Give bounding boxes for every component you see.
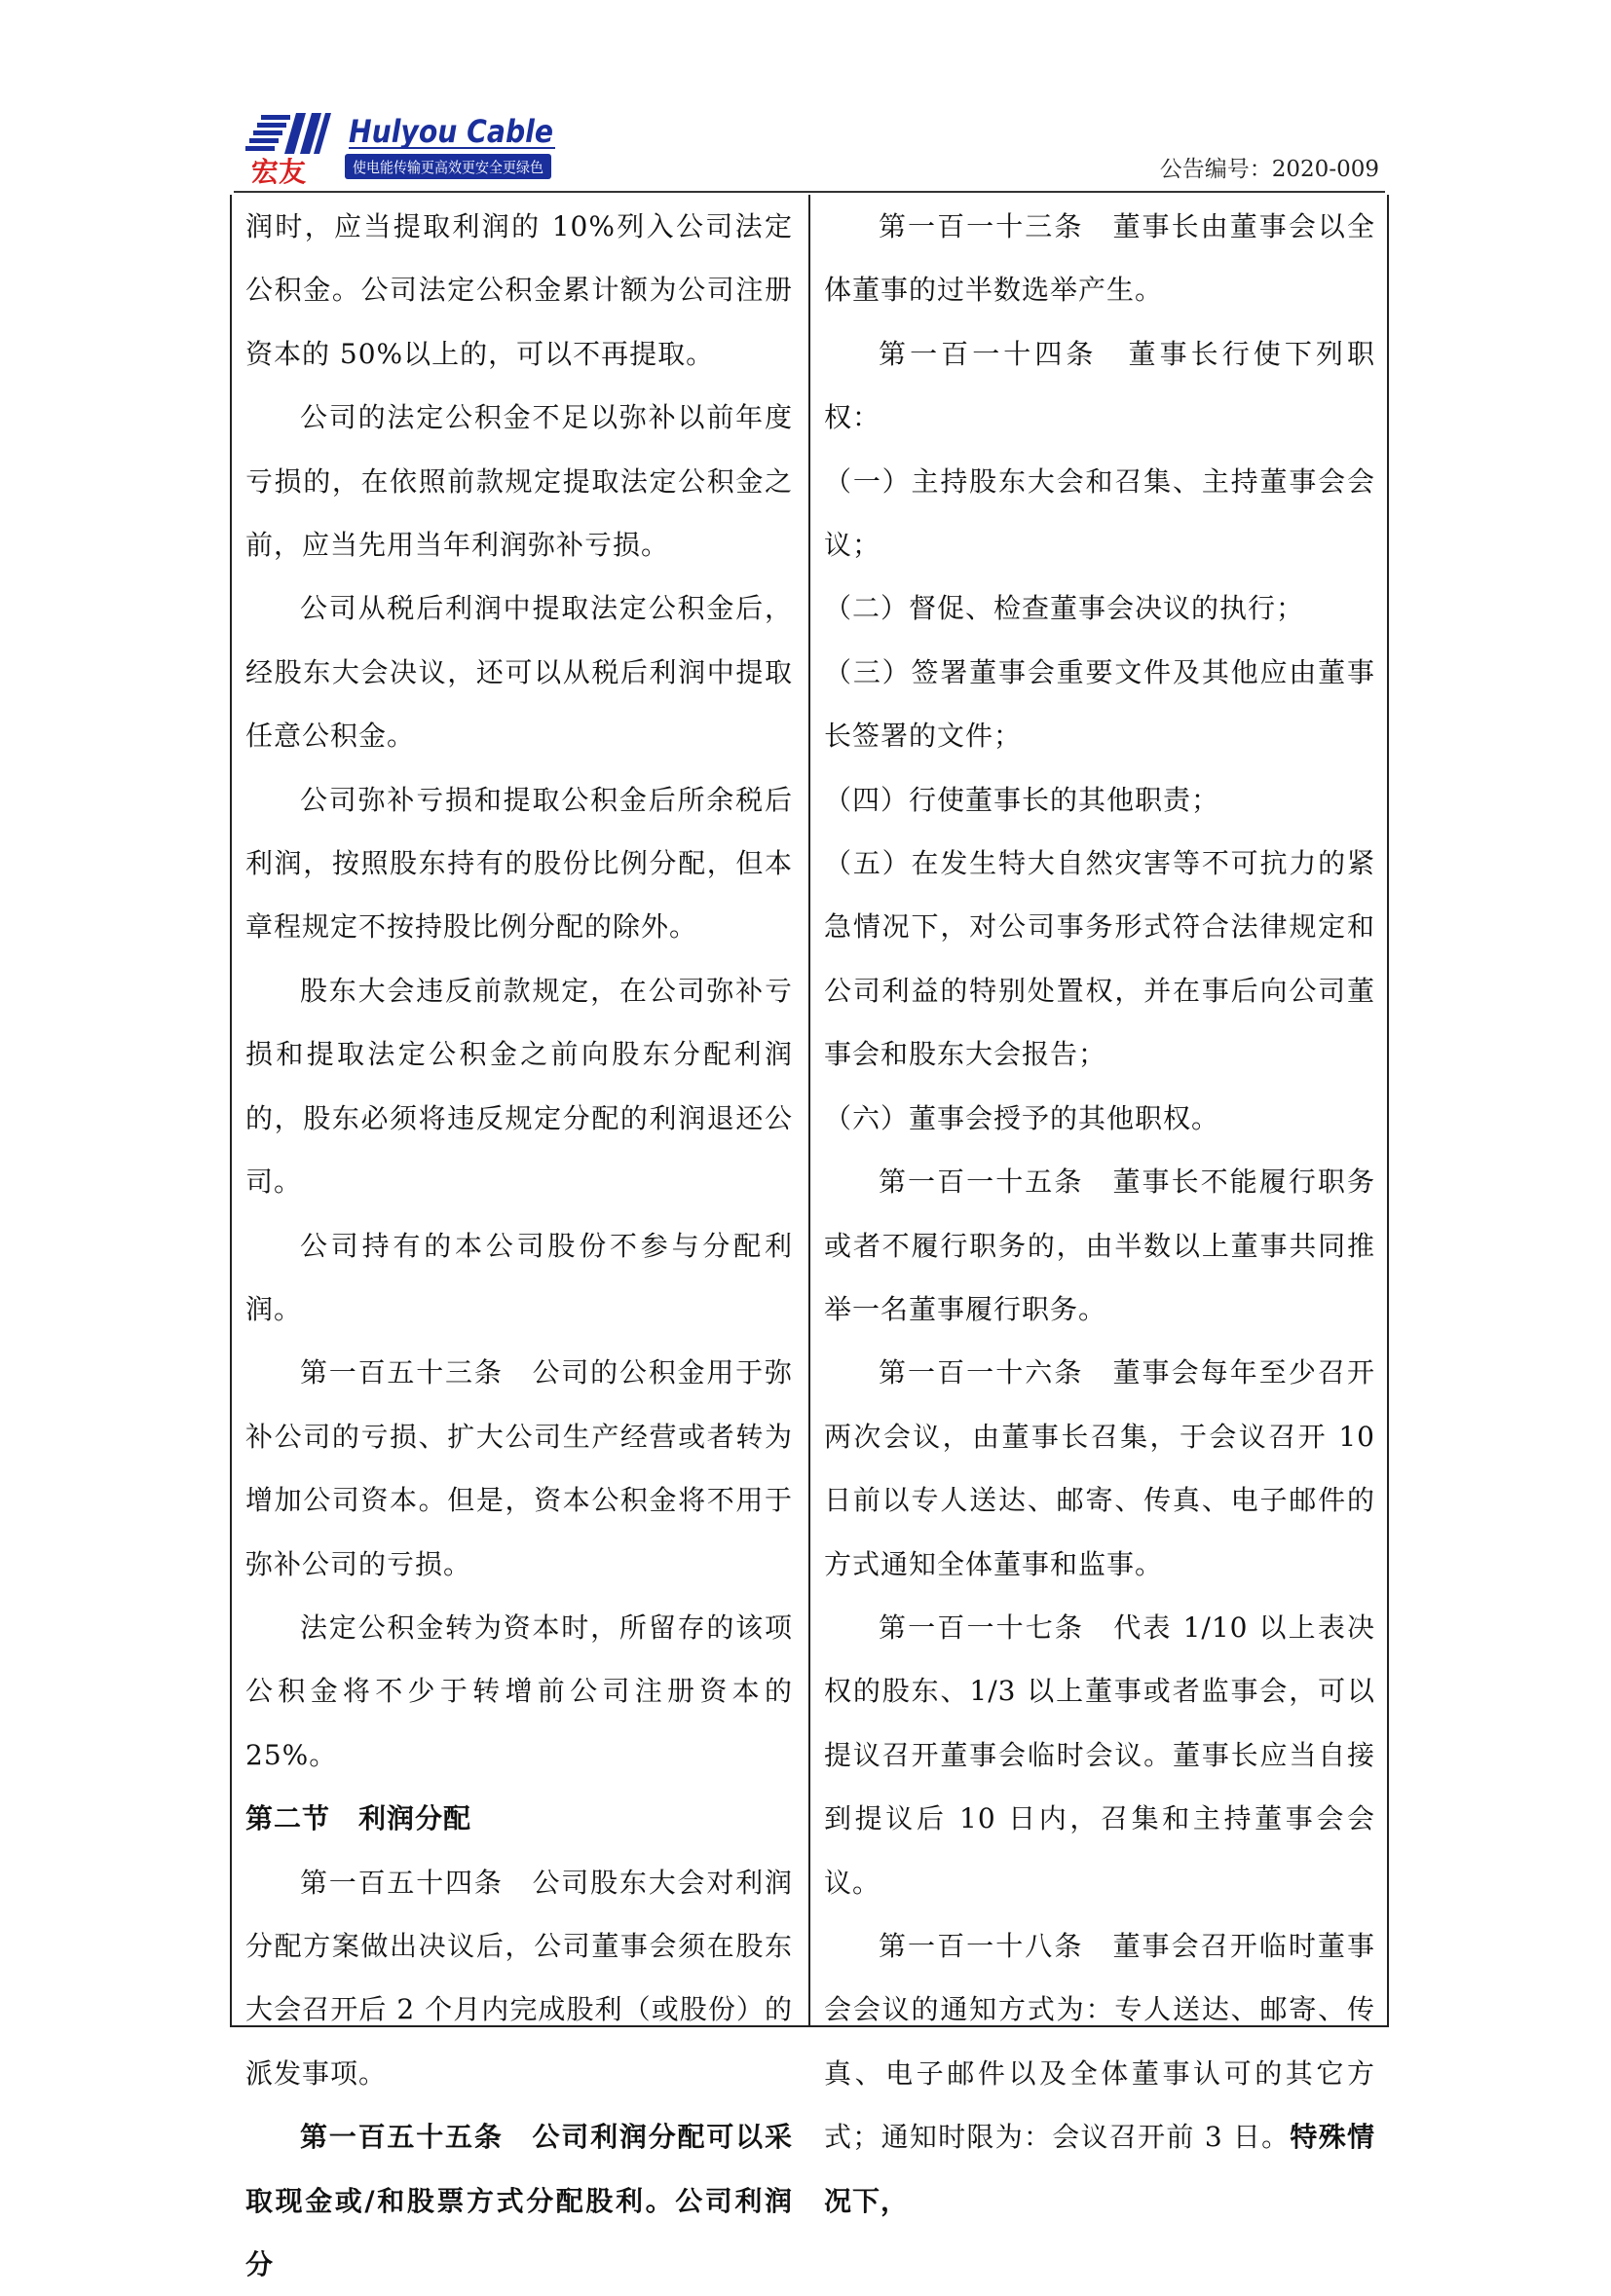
left-paragraph <box>245 195 793 386</box>
left-column <box>231 195 809 2280</box>
left-paragraph <box>245 1596 793 1787</box>
company-logo <box>242 109 563 188</box>
right-paragraph-text: 第一百一十四条 董事长行使下列职权： <box>824 337 1375 434</box>
left-paragraph <box>245 1787 793 1850</box>
right-paragraph <box>824 832 1375 1087</box>
left-paragraph-text: 第一百五十四条 公司股东大会对利润分配方案做出决议后，公司董事会须在股东大会召开后 2 个月内完成股利（或股份）的派发事项。 <box>245 1866 793 2090</box>
left-paragraph-text: 公司弥补亏损和提取公积金后所余税后利润，按照股东持有的股份比例分配，但本章程规定不按持股比例分配的除外。 <box>245 783 793 944</box>
left-paragraph-text: 法定公积金转为资本时，所留存的该项公积金将不少于转增前公司注册资本的 25%。 <box>245 1611 793 1771</box>
right-paragraph-text: 第一百一十六条 董事会每年至少召开两次会议，由董事长召集，于会议召开 10 日前以专人送达、邮寄、传真、电子邮件的方式通知全体董事和监事。 <box>824 1356 1375 1580</box>
left-paragraph-text: 股东大会违反前款规定，在公司弥补亏损和提取法定公积金之前向股东分配利润的，股东必须将违反规定分配的利润退还公司。 <box>245 974 793 1199</box>
right-paragraph <box>824 576 1375 640</box>
right-paragraph-text: （五）在发生特大自然灾害等不可抗力的紧急情况下，对公司事务形式符合法律规定和公司利益的特别处置权，并在事后向公司董事会和股东大会报告； <box>824 847 1375 1071</box>
right-paragraph-bold-tail: 特殊情况下， <box>824 2121 1375 2217</box>
left-paragraph-text: 润时，应当提取利润的 10%列入公司法定公积金。公司法定公积金累计额为公司注册资本的 50%以上的，可以不再提取。 <box>245 210 793 370</box>
right-paragraph-text: 第一百一十五条 董事长不能履行职务或者不履行职务的，由半数以上董事共同推举一名董事履行职务。 <box>824 1166 1375 1325</box>
right-paragraph <box>824 1150 1375 1341</box>
left-paragraph-text: 第一百五十三条 公司的公积金用于弥补公司的亏损、扩大公司生产经营或者转为增加公司资本。但是，资本公积金将不用于弥补公司的亏损。 <box>245 1356 793 1580</box>
right-paragraph-text: （二）督促、检查董事会决议的执行； <box>824 592 1305 625</box>
right-paragraph <box>824 1087 1375 1150</box>
right-paragraph <box>824 768 1375 832</box>
logo-en-text: Hulyou Cable <box>349 113 553 150</box>
left-paragraph <box>245 1214 793 1342</box>
logo-slogan-text: 使电能传输更高效更安全更绿色 <box>353 159 543 176</box>
left-paragraph <box>245 1341 793 1596</box>
table-row <box>231 195 1388 2026</box>
right-paragraph <box>824 1914 1375 2233</box>
left-paragraph-text: 第一百五十五条 公司利润分配可以采取现金或/和股票方式分配股利。公司利润分 <box>245 2121 793 2280</box>
right-paragraph-text: （四）行使董事长的其他职责； <box>824 783 1220 816</box>
left-paragraph <box>245 576 793 767</box>
left-column-content <box>245 195 793 2280</box>
right-paragraph-text: （一）主持股东大会和召集、主持董事会会议； <box>824 464 1375 562</box>
right-paragraph <box>824 322 1375 450</box>
comparison-table <box>230 195 1389 2280</box>
right-paragraph-text: 第一百一十八条 董事会召开临时董事会会议的通知方式为：专人送达、邮寄、传真、电子邮件以及全体董事认可的其它方式；通知时限为：会议召开前 3 日。 <box>824 1929 1375 2154</box>
right-paragraph <box>824 1596 1375 1914</box>
announcement-number: 公告编号：2020-009 <box>1159 157 1379 182</box>
header-divider <box>234 191 1385 193</box>
left-paragraph-text: 公司从税后利润中提取法定公积金后，经股东大会决议，还可以从税后利润中提取任意公积金。 <box>245 592 793 753</box>
left-paragraph <box>245 2105 793 2296</box>
right-paragraph-text: 第一百一十三条 董事长由董事会以全体董事的过半数选举产生。 <box>824 210 1375 307</box>
left-paragraph <box>245 768 793 959</box>
left-paragraph-text: 公司的法定公积金不足以弥补以前年度亏损的，在依照前款规定提取法定公积金之前，应当先用当年利润弥补亏损。 <box>245 401 793 562</box>
left-paragraph <box>245 1851 793 2106</box>
right-paragraph-text: 第一百一十七条 代表 1/10 以上表决权的股东、1/3 以上董事或者监事会，可以提议召开董事会临时会议。董事长应当自接到提议后 10 日内，召集和主持董事会会议。 <box>824 1611 1375 1899</box>
right-paragraph <box>824 641 1375 768</box>
left-paragraph-text: 公司持有的本公司股份不参与分配利润。 <box>245 1229 793 1325</box>
left-paragraph-text: 第二节 利润分配 <box>245 1802 472 1835</box>
logo-mark <box>245 113 331 154</box>
page-header <box>234 109 1385 189</box>
right-paragraph <box>824 450 1375 577</box>
left-paragraph <box>245 386 793 576</box>
right-paragraph <box>824 195 1375 322</box>
right-paragraph <box>824 1341 1375 1596</box>
logo-cn-text: 宏友 <box>251 156 307 188</box>
left-paragraph <box>245 959 793 1214</box>
right-paragraph-text: （三）签署董事会重要文件及其他应由董事长签署的文件； <box>824 655 1375 753</box>
right-paragraph-text: （六）董事会授予的其他职权。 <box>824 1101 1220 1134</box>
right-column-content <box>824 195 1375 2217</box>
right-column <box>809 195 1388 2217</box>
